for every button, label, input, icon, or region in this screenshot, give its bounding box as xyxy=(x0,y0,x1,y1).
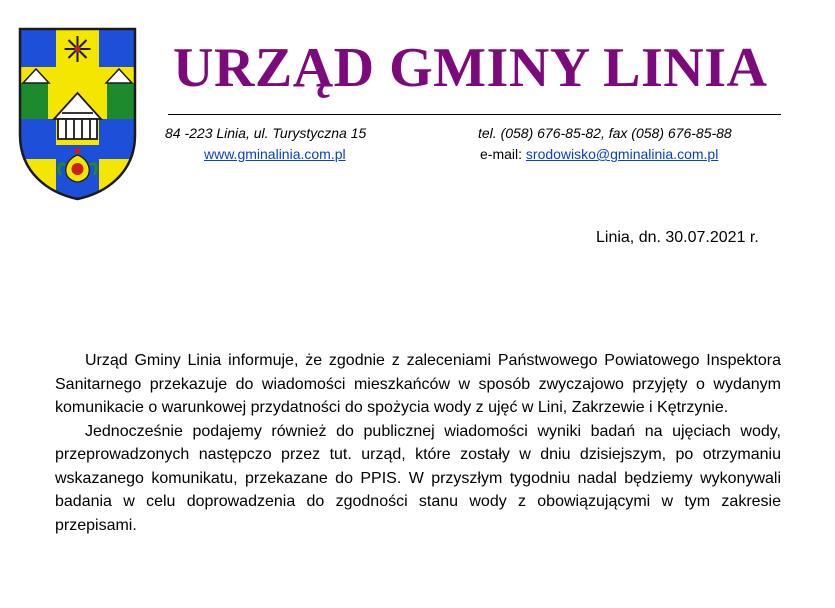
header-divider xyxy=(168,114,781,115)
paragraph-2: Jednocześnie podajemy również do publicznej wiadomości wyniki badań na ujęciach wody, przeprowadzonych następczo przez tut. urząd, które zostały w dniu dzisiejszym, po otrzymaniu wskazanego komunikatu, przekazane do PPIS. W przyszłym tygodniu nadal będziemy wykonywali badania w celu doprowadzenia do zgodności stanu wody z obowiązującymi w tym zakresie przepisami. xyxy=(55,422,781,534)
website-line xyxy=(204,144,346,164)
website-link[interactable]: www.gminalinia.com.pl xyxy=(204,146,346,162)
address-text: 84 -223 Linia, ul. Turystyczna 15 xyxy=(165,125,367,141)
email-link[interactable]: srodowisko@gminalinia.com.pl xyxy=(525,146,719,162)
date-line: Linia, dn. 30.07.2021 r. xyxy=(596,229,759,246)
paragraph-1: Urząd Gminy Linia informuje, że zgodnie z zaleceniami Państwowego Powiatowego Inspektora Sanitarnego przekazuje do wiadomości mieszkańców w sposób zwyczajowo przyjęty o wydanym komunikacie o warunkowej przydatności do spożycia wody z ujęć w Lini, Zakrzewie i Kętrzynie. xyxy=(55,352,781,416)
coat-of-arms-icon xyxy=(18,27,137,201)
document-body xyxy=(55,349,781,537)
email-label: e-mail: xyxy=(480,146,526,162)
page-title: URZĄD GMINY LINIA xyxy=(173,37,768,99)
phone-text: tel. (058) 676-85-82, fax (058) 676-85-88 xyxy=(478,125,732,141)
email-line xyxy=(480,144,718,164)
